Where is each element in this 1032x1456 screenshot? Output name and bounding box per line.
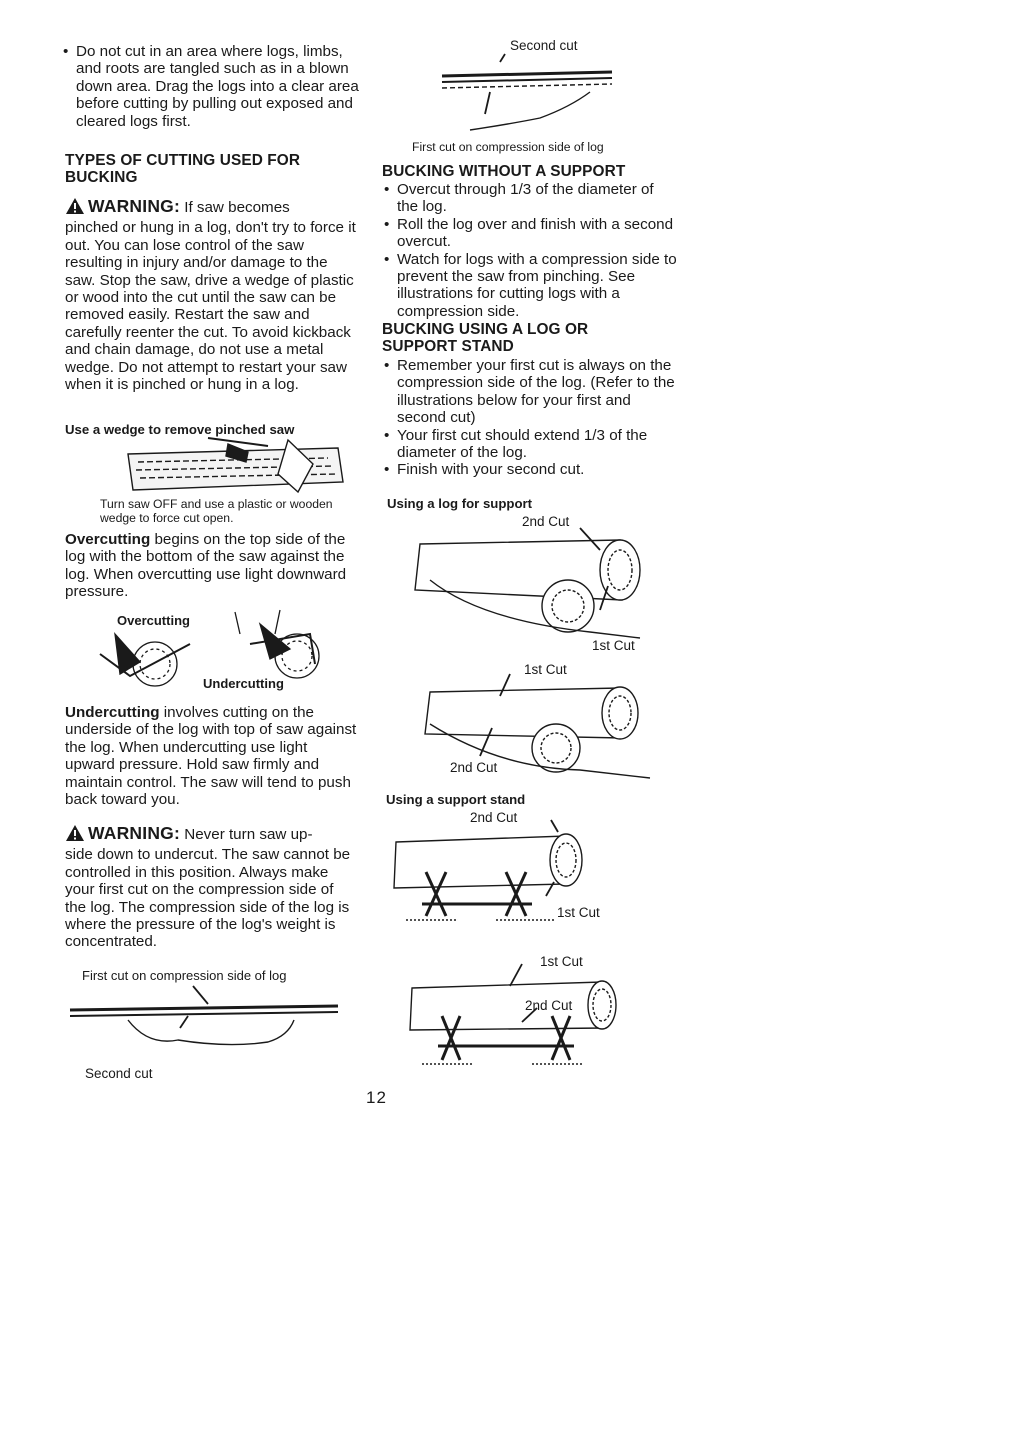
cut-word: Cut [496, 810, 518, 825]
warning-text: pinched or hung in a log, don't try to force it out. You can lose control of the saw resulting in injury and/or damage to the saw. Stop the saw, drive a wedge of plastic or wood into the cut until the saw can be removed easily. Restart the saw and carefully reenter the cut. To avoid kickback and chain damage, do not use a metal wedge. Do not attempt to restart your saw when it is pinched or hung in a log. [65, 219, 356, 394]
page-number: 12 [366, 1088, 387, 1107]
ordinal: 1st [592, 638, 611, 653]
ordinal: 1st [557, 905, 576, 920]
fig-undercutting-label: Undercutting [203, 676, 284, 691]
bucking-without-support-list [384, 181, 678, 320]
cut-word: Cut [548, 514, 570, 529]
log-support-illustration-1 [400, 520, 650, 650]
fig-overcutting-label: Overcutting [117, 613, 190, 628]
list-item: • Your first cut should extend 1/3 of the diameter of the log. [384, 427, 678, 462]
list-item: • Watch for logs with a compression side to prevent the saw from pinching. See illustrations for cutting logs with a compression side. [384, 251, 678, 321]
wedge-illustration [118, 434, 358, 498]
warning-text: side down to undercut. The saw cannot be controlled in this position. Always make your first cut on the compression side of the log. The compression side of the log is where the pressure of the log's weight is concentrated. [65, 846, 351, 951]
overcutting-text: begins on the top side of the log with the bottom of the saw against the log. When overcutting use light downward pressure. [65, 531, 347, 601]
ordinal: 1st [524, 662, 543, 677]
cut-word: Cut [551, 998, 573, 1013]
support-stand-illustration-1 [386, 816, 646, 946]
undercutting-term: Undercutting [65, 704, 160, 721]
ordinal: 2nd [470, 810, 493, 825]
overcutting-term: Overcutting [65, 531, 151, 548]
log-support-caption: Using a log for support [387, 496, 533, 511]
fig1-1st-cut-label [592, 638, 635, 653]
second-cut-top-illustration [440, 52, 620, 134]
list-item: • Roll the log over and finish with a second overcut. [384, 216, 678, 251]
warning-triangle-icon [65, 197, 85, 219]
first-cut-bottom-illustration [68, 986, 344, 1060]
fig3-1st-cut-label [557, 905, 600, 920]
intro-bullet: • Do not cut in an area where logs, limbs, and roots are tangled such as in a blown down area. Drag the logs into a clear area before cutting by pulling out exposed and cleared logs first. [63, 43, 372, 130]
warning-lead-text: If saw becomes [180, 199, 290, 216]
fig-first-cut-label-top: First cut on compression side of log [412, 140, 604, 154]
fig-second-cut-label: Second cut [85, 1066, 153, 1081]
overcutting-paragraph [65, 531, 361, 601]
fig4-2nd-cut-label [525, 998, 572, 1013]
undercutting-paragraph [65, 704, 361, 808]
cut-word: Cut [545, 662, 567, 677]
stand-caption: Using a support stand [386, 792, 526, 807]
bucking-using-support-list [384, 357, 678, 479]
support-stand-illustration-2 [402, 960, 652, 1082]
over-under-cutting-illustration [60, 604, 330, 694]
cut-word: Cut [476, 760, 498, 775]
left-column [60, 0, 360, 1081]
ordinal: 2nd [450, 760, 473, 775]
wedge-caption: Use a wedge to remove pinched saw [65, 422, 295, 437]
warning-block-1 [65, 197, 365, 393]
list-item: • Remember your first cut is always on the compression side of the log. (Refer to the illustrations below for your first and second cut) [384, 357, 678, 427]
fig-first-cut-caption: First cut on compression side of log [82, 968, 287, 983]
bucking-without-support-heading: BUCKING WITHOUT A SUPPORT [382, 163, 626, 180]
types-of-cutting-heading: TYPES OF CUTTING USED FOR BUCKING [65, 152, 301, 186]
fig-second-cut-label-top: Second cut [510, 38, 578, 53]
warning-triangle-icon [65, 824, 85, 846]
undercutting-text: involves cutting on the underside of the log with top of saw against the log. When undercutting use light upward pressure. Hold saw firmly and maintain control. The saw will tend to push back toward you. [65, 704, 357, 809]
ordinal: 1st [540, 954, 559, 969]
cut-word: Cut [561, 954, 583, 969]
fig2-2nd-cut-label [450, 760, 497, 775]
wedge-note: Turn saw OFF and use a plastic or wooden wedge to force cut open. [100, 497, 333, 525]
list-item: • Finish with your second cut. [384, 461, 678, 478]
warning-block-2 [65, 824, 365, 951]
cut-word: Cut [613, 638, 635, 653]
log-support-illustration-2 [400, 668, 650, 780]
bucking-using-support-heading: BUCKING USING A LOG OR SUPPORT STAND [382, 321, 589, 355]
warning-label: WARNING: [88, 196, 181, 216]
warning-lead-text: Never turn saw up- [180, 826, 313, 843]
ordinal: 2nd [522, 514, 545, 529]
cut-word: Cut [578, 905, 600, 920]
ordinal: 2nd [525, 998, 548, 1013]
list-item: • Overcut through 1/3 of the diameter of the log. [384, 181, 678, 216]
warning-label: WARNING: [88, 823, 181, 843]
